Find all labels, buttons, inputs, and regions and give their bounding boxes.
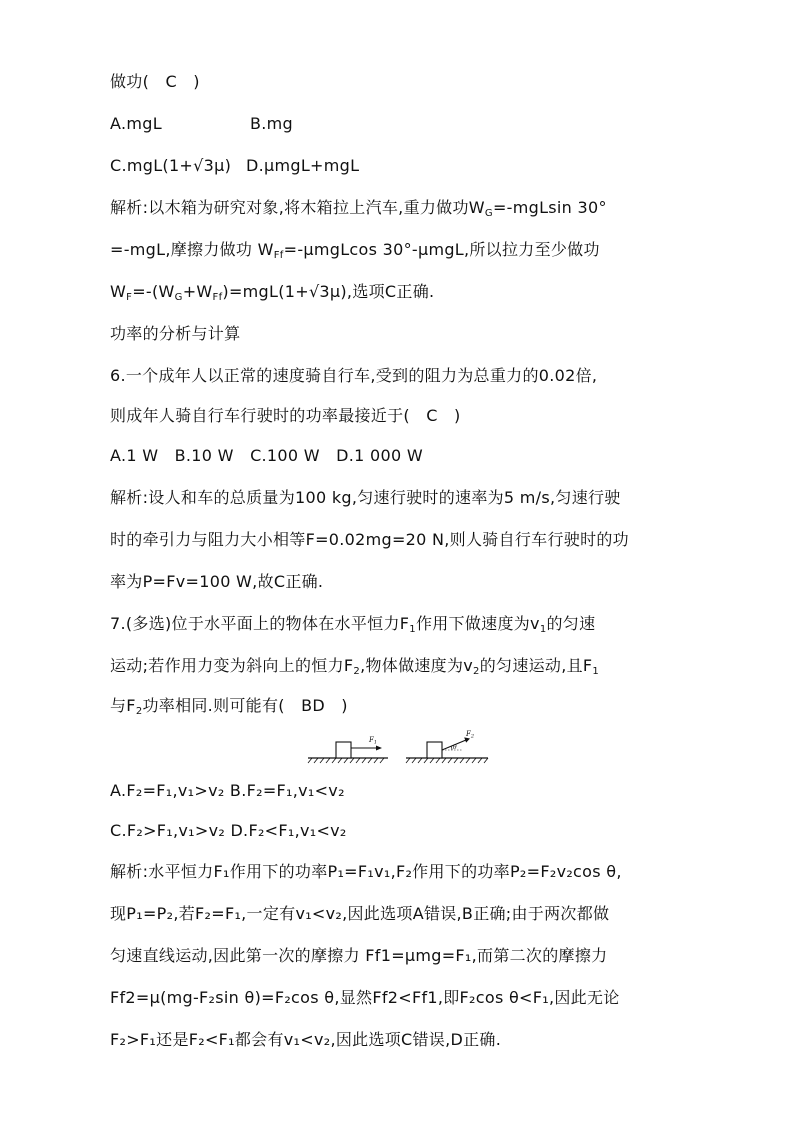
ground-hatch: [406, 758, 488, 763]
subscript: G: [174, 292, 183, 303]
ground-hatch: [308, 758, 384, 763]
q6-stem-line2: 则成年人骑自行车行驶时的功率最接近于( C ): [110, 406, 461, 425]
subscript: G: [484, 208, 493, 219]
q5-analysis-text: =-mgLsin 30°: [492, 198, 607, 217]
q7-stem-text: 功率相同.则可能有( BD ): [142, 696, 348, 715]
section-title: 功率的分析与计算: [110, 324, 241, 343]
block: [336, 742, 351, 758]
subscript: Ff: [212, 292, 223, 303]
q5-analysis-line2: [110, 239, 600, 261]
q6-analysis-line1: 解析:设人和车的总质量为100 kg,匀速行驶时的速率为5 m/s,匀速行驶: [110, 488, 621, 507]
q7-stem-text: 的匀速: [546, 614, 596, 633]
subscript: Ff: [273, 250, 284, 261]
force-diagram: [306, 730, 490, 764]
q6-analysis-line2: 时的牵引力与阻力大小相等F=0.02mg=20 N,则人骑自行车行驶时的功: [110, 530, 629, 549]
q7-options-row1: A.F₂=F₁,v₁>v₂ B.F₂=F₁,v₁<v₂: [110, 781, 345, 800]
q7-analysis-line5: F₂>F₁还是F₂<F₁都会有v₁<v₂,因此选项C错误,D正确.: [110, 1030, 502, 1049]
q7-stem-text: 作用下做速度为v: [415, 614, 540, 633]
q5-analysis-text: 解析:以木箱为研究对象,将木箱拉上汽车,重力做功W: [110, 198, 485, 217]
subscript: 1: [592, 666, 600, 677]
q5-option-c: C.mgL(1+√3μ): [110, 156, 232, 175]
q7-options-row2: C.F₂>F₁,v₁>v₂ D.F₂<F₁,v₁<v₂: [110, 821, 347, 840]
q5-analysis-text: W: [110, 282, 127, 301]
q5-stem-tail: 做功( C ): [110, 72, 200, 91]
q5-option-d: D.μmgL+mgL: [246, 156, 360, 175]
subscript: 2: [135, 706, 143, 717]
q7-analysis-line2: 现P₁=P₂,若F₂=F₁,一定有v₁<v₂,因此选项A错误,B正确;由于两次都做: [110, 904, 610, 923]
label-theta: θ: [453, 744, 457, 751]
label-f2: $F_2$: [466, 730, 475, 740]
subscript: F: [126, 292, 133, 303]
q5-analysis-line3: [110, 281, 434, 303]
label-f1: $F_1$: [369, 736, 378, 746]
q5-options-row1: [110, 113, 510, 135]
q6-options: A.1 W B.10 W C.100 W D.1 000 W: [110, 446, 423, 465]
arrowhead: [376, 746, 382, 751]
diagram-horizontal-force: [308, 736, 388, 763]
q5-analysis-text: =-mgL,摩擦力做功 W: [110, 240, 274, 259]
subscript: 1: [539, 624, 547, 635]
q7-stem-text: 与F: [110, 696, 136, 715]
q5-analysis-text: +W: [182, 282, 213, 301]
q5-analysis-text: )=mgL(1+√3μ),选项C正确.: [222, 282, 435, 301]
q5-analysis-text: =-(W: [132, 282, 175, 301]
block: [427, 742, 442, 758]
q5-analysis-text: =-μmgLcos 30°-μmgL,所以拉力至少做功: [283, 240, 600, 259]
q7-analysis-line4: Ff2=μ(mg-F₂sin θ)=F₂cos θ,显然Ff2<Ff1,即F₂cos θ<F₁,因此无论: [110, 988, 620, 1007]
q5-option-b: B.mg: [250, 114, 294, 133]
q6-analysis-line3: 率为P=Fv=100 W,故C正确.: [110, 572, 324, 591]
q7-stem-line2: [110, 655, 599, 677]
q5-analysis-line1: [110, 197, 607, 219]
subscript: 1: [409, 624, 416, 635]
diagram-inclined-force: [406, 730, 488, 763]
q7-analysis-line1: 解析:水平恒力F₁作用下的功率P₁=F₁v₁,F₂作用下的功率P₂=F₂v₂cos θ,: [110, 862, 622, 881]
subscript: 2: [473, 666, 480, 677]
angle-arc: [451, 746, 452, 750]
q7-stem-text: 的匀速运动,且F: [479, 656, 593, 675]
q7-stem-text: ,物体做速度为v: [360, 656, 474, 675]
q7-analysis-line3: 匀速直线运动,因此第一次的摩擦力 Ff1=μmg=F₁,而第二次的摩擦力: [110, 946, 608, 965]
q7-stem-line3: [110, 695, 348, 717]
q7-stem-text: 7.(多选)位于水平面上的物体在水平恒力F: [110, 614, 410, 633]
q7-stem-text: 运动;若作用力变为斜向上的恒力F: [110, 656, 354, 675]
q6-stem-line1: 6.一个成年人以正常的速度骑自行车,受到的阻力为总重力的0.02倍,: [110, 366, 598, 385]
q7-stem-line1: [110, 613, 595, 635]
subscript: 2: [353, 666, 361, 677]
q5-options-row2: [110, 155, 510, 177]
q5-option-a: A.mgL: [110, 114, 162, 133]
